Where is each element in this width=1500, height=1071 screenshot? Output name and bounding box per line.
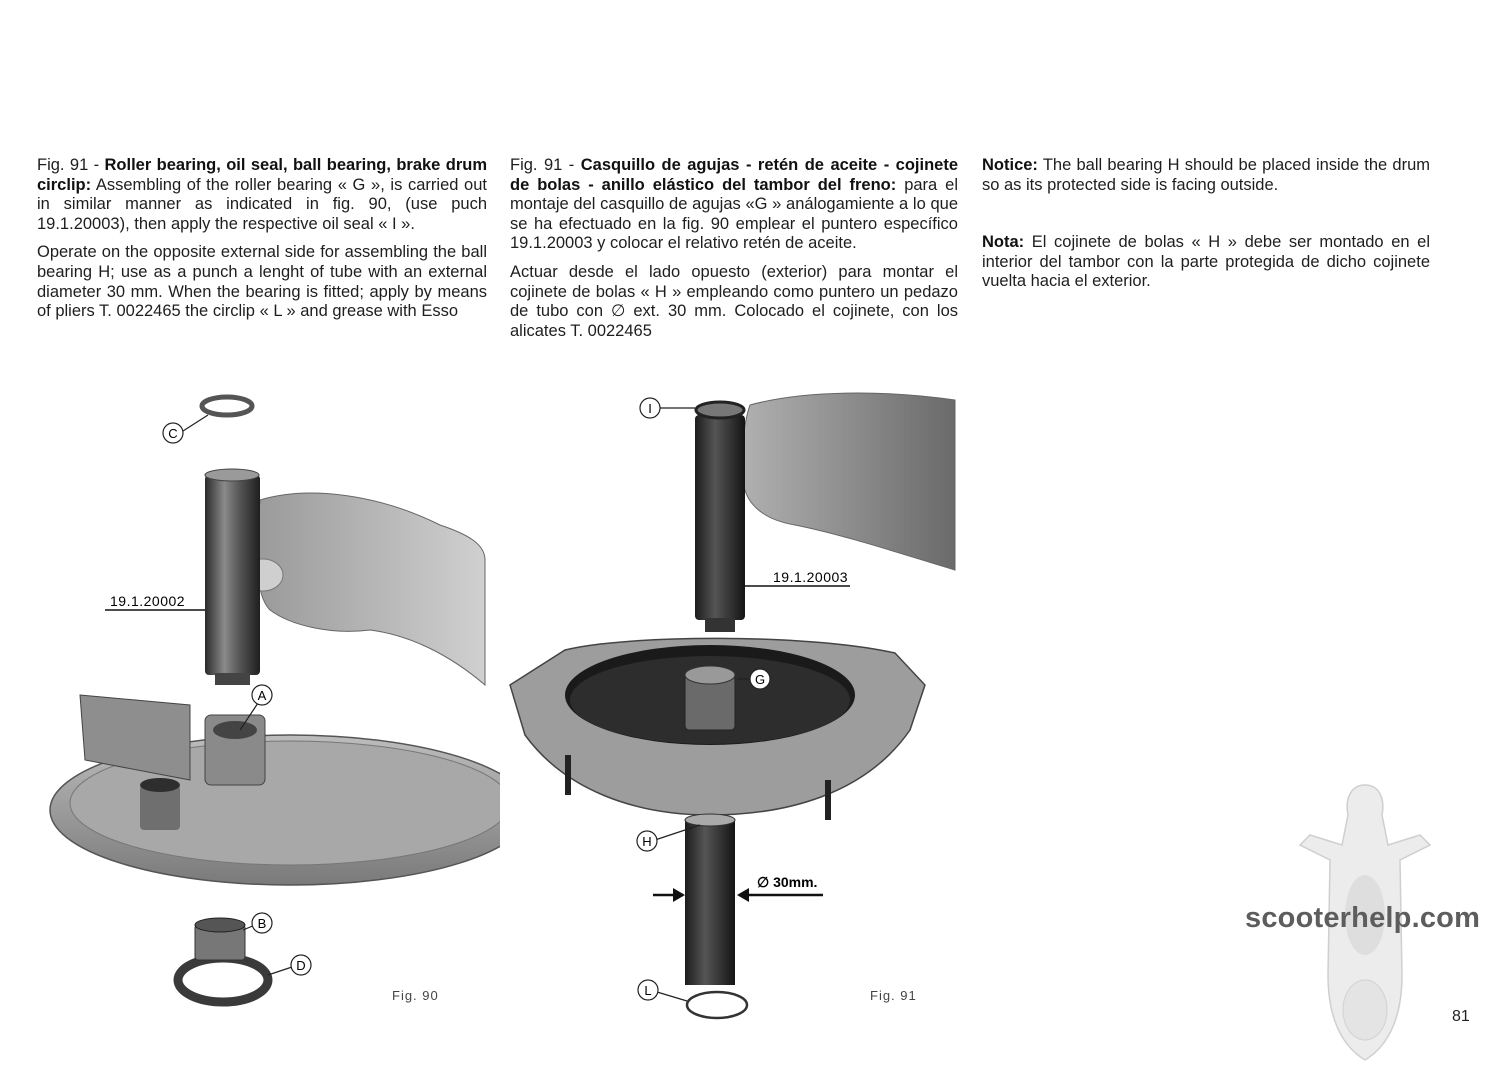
nota-paragraph [982,233,1430,292]
figure-90-caption: Fig. 90 [392,988,439,1003]
english-title: Roller bearing, oil seal, ball bearing, brake drum circlip: [37,156,487,194]
spanish-column [510,156,958,350]
tool-label-fig91: 19.1.20003 [773,569,849,585]
notice-paragraph [982,156,1430,195]
nota-text: El cojinete de bolas « H » debe ser montado en el interior del tambor con la parte protegida de dicho cojinete vuelta hacia el exterior. [982,233,1430,291]
hand-fig90 [257,493,485,685]
punch-tool-19-1-20002 [205,475,260,675]
notice-text: The ball bearing H should be placed inside the drum so as its protected side is facing outside. [982,156,1430,194]
figure-91-caption: Fig. 91 [870,988,917,1003]
nota-label: Nota: [982,233,1025,252]
spanish-paragraph-1 [510,156,958,254]
figure-90-illustration [30,385,500,1025]
callout-c: C [168,426,178,441]
english-fig-ref: Fig. 91 - [37,156,105,174]
callout-d: D [296,958,306,973]
spanish-fig-ref: Fig. 91 - [510,156,581,174]
callout-g: G [754,672,766,687]
page-number: 81 [1452,1008,1470,1025]
callout-b: B [257,916,267,931]
hand-fig91 [742,393,955,570]
spanish-title: Casquillo de agujas - retén de aceite - cojinete de bolas - anillo elástico del tambor del freno: [510,156,959,194]
english-paragraph-1 [37,156,487,234]
circlip-l [687,992,747,1018]
spanish-para1-text: para el montaje del casquillo de agujas «G » análogamiente a lo que se ha efectuado en la fig. 90 emplear el puntero específico 19.1.20003 y colocar el relativo retén de aceite. [510,175,958,253]
callout-a: A [257,688,267,703]
dimension-label: ∅ 30mm. [757,874,818,890]
notes-column [982,156,1430,330]
english-paragraph-2: Operate on the opposite external side for assembling the ball bearing H; use as a punch a lenght of tube with an external diameter 30 mm. When the bearing is fitted; apply by means of pliers T. 0022465 the circlip « L » and grease with Esso [37,243,487,321]
punch-tool-19-1-20003 [695,415,745,620]
english-para1-text: Assembling of the roller bearing « G », is carried out in similar manner as indicated in fig. 90, (use puch 19.1.20003), then apply the respective oil seal « I ». [37,175,487,233]
english-column [37,156,487,331]
callout-h: H [642,834,652,849]
tube-30mm [685,820,735,985]
watermark-text: scooterhelp.com [1245,902,1481,934]
callout-l: L [644,983,652,998]
notice-label: Notice: [982,156,1038,174]
tool-label-fig90: 19.1.20002 [110,593,186,609]
figure-91-illustration [505,385,960,1030]
seal-d [178,958,268,1002]
callout-i: I [648,401,652,416]
spanish-paragraph-2: Actuar desde el lado opuesto (exterior) para montar el cojinete de bolas « H » empleando como puntero un pedazo de tubo con ∅ ext. 30 mm. Colocado el cojinete, con los alicates T. 0022465 [510,262,958,340]
oil-seal-c [202,397,252,415]
